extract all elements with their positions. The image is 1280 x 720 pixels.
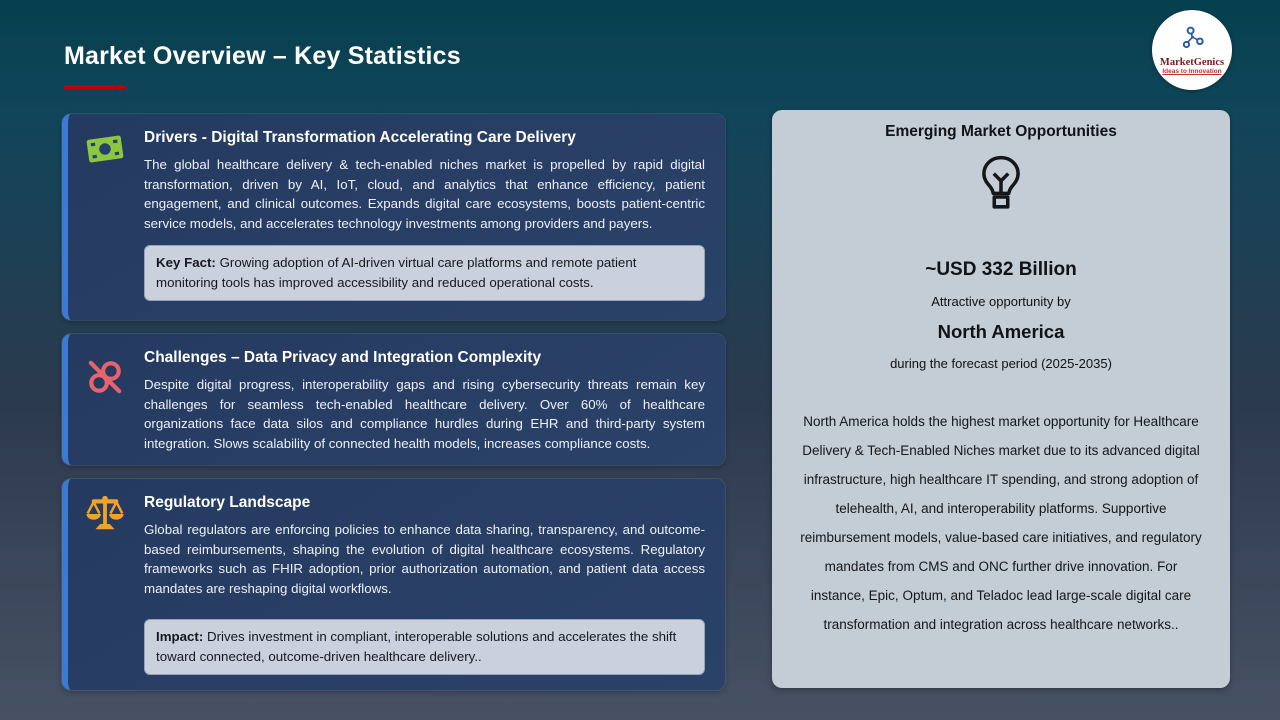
regulatory-impact-box: [144, 619, 705, 675]
challenges-card: [62, 334, 725, 465]
opportunity-period: during the forecast period (2025-2035): [890, 356, 1112, 371]
opportunities-title: Emerging Market Opportunities: [885, 123, 1117, 140]
challenges-body: Despite digital progress, interoperability gaps and rising cybersecurity threats remain key challenges for seamless tech-enabled healthcare delivery. Over 60% of healthcare organizations face data silos and compliance hurdles during EHR and third-party system integration. Slows scalability of connected health models, increases compliance costs.: [144, 377, 705, 451]
money-icon: [83, 130, 127, 320]
opportunity-subtitle: Attractive opportunity by: [931, 294, 1071, 309]
molecule-icon: [1179, 25, 1205, 56]
logo-name: MarketGenics: [1159, 57, 1225, 68]
impact-label: Impact:: [156, 629, 204, 645]
regulatory-body: Global regulators are enforcing policies to enhance data sharing, transparency, and outcome-based reimbursements, shaping the evolution of digital healthcare ecosystems. Regulatory frameworks such as FHIR adoption, prior authorization automation, and patient data access mandates are reshaping digital workflows.: [144, 522, 705, 596]
unlink-icon: [84, 356, 126, 465]
opportunity-description: North America holds the highest market opportunity for Healthcare Delivery & Tech-Enabled Niches market due to its advanced digital infrastructure, high healthcare IT spending, and strong adoption of telehealth, AI, and interoperability platforms. Supportive reimbursement models, value-based care initiatives, and regulatory mandates from CMS and ONC further drive innovation. For instance, Epic, Optum, and Teladoc lead large-scale digital care transformation and integration across healthcare networks..: [800, 414, 1202, 633]
drivers-title: Drivers - Digital Transformation Accelerating Care Delivery: [144, 129, 576, 146]
impact-text: Drives investment in compliant, interoperable solutions and accelerates the shift toward connected, outcome-driven healthcare delivery..: [156, 629, 677, 665]
marketgenics-logo: [1152, 10, 1232, 90]
drivers-content: [142, 114, 725, 320]
opportunity-value: ~USD 332 Billion: [925, 259, 1077, 280]
key-fact-label: Key Fact:: [156, 255, 216, 271]
scales-icon: [83, 493, 127, 690]
drivers-card: [62, 114, 725, 320]
key-fact-text: Growing adoption of AI-driven virtual care platforms and remote patient monitoring tools has improved accessibility and reduced operational costs.: [156, 255, 637, 291]
opportunity-region: North America: [937, 321, 1065, 342]
drivers-icon-column: [68, 114, 142, 320]
page-title: Market Overview – Key Statistics: [64, 42, 461, 70]
logo-tagline: Ideas to Innovation: [1162, 68, 1222, 75]
regulatory-content: [142, 479, 725, 690]
regulatory-title: Regulatory Landscape: [144, 494, 311, 511]
drivers-key-fact-box: [144, 245, 705, 301]
title-underline-accent: [64, 85, 126, 89]
emerging-opportunities-panel: [772, 110, 1230, 688]
regulatory-icon-column: [68, 479, 142, 690]
challenges-icon-column: [68, 334, 142, 465]
challenges-content: [142, 334, 725, 465]
lightbulb-icon: [772, 154, 1230, 217]
regulatory-card: [62, 479, 725, 690]
challenges-title: Challenges – Data Privacy and Integration Complexity: [144, 349, 542, 366]
drivers-body: The global healthcare delivery & tech-enabled niches market is propelled by rapid digital transformation, driven by AI, IoT, cloud, and analytics that enhance efficiency, patient engagement, and clinical outcomes. Expands digital care ecosystems, boosts patient-centric service models, and accelerates technology investments among providers and payers.: [144, 157, 705, 231]
